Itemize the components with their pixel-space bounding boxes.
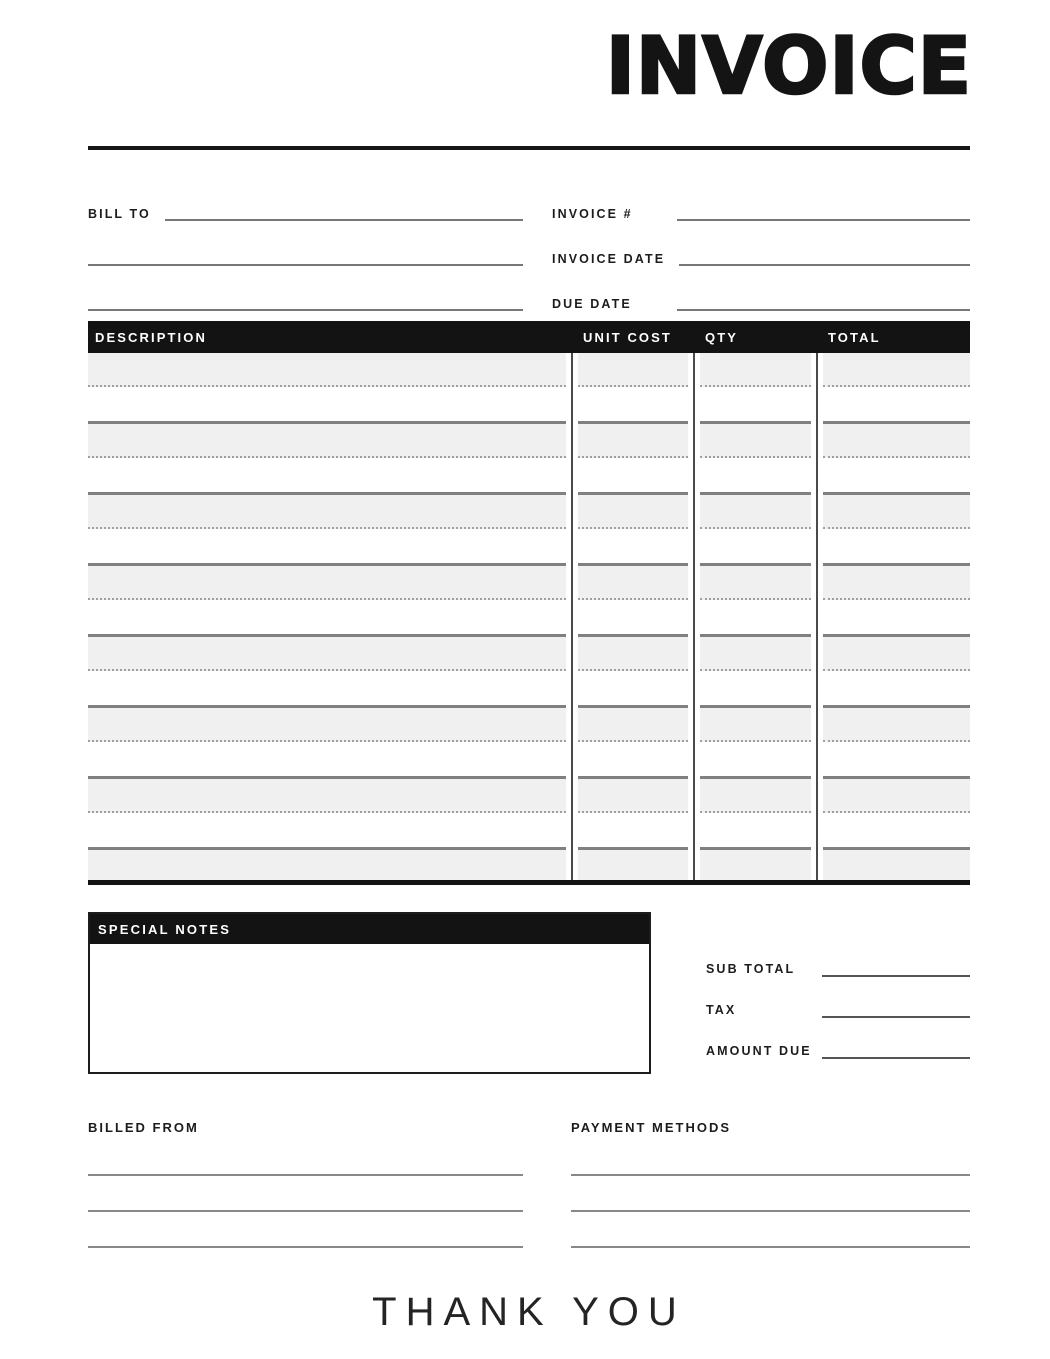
amount-due-label: AMOUNT DUE	[706, 1044, 812, 1058]
cell-unit-cost[interactable]	[578, 424, 688, 458]
masthead	[88, 0, 970, 150]
table-row	[88, 671, 970, 708]
cell-qty[interactable]	[700, 495, 811, 529]
bill-to-label: BILL TO	[88, 207, 151, 221]
cell-description[interactable]	[88, 600, 566, 637]
cell-qty[interactable]	[700, 671, 811, 708]
table-row	[88, 566, 970, 600]
sub-total-label: SUB TOTAL	[706, 962, 796, 976]
cell-description[interactable]	[88, 637, 566, 671]
bill-to-field-line-2[interactable]	[88, 264, 523, 266]
invoice-meta-block	[552, 176, 970, 311]
page-title: INVOICE	[605, 22, 972, 112]
billed-from-field-line-3[interactable]	[88, 1212, 523, 1248]
cell-qty[interactable]	[700, 779, 811, 813]
cell-unit-cost[interactable]	[578, 600, 688, 637]
cell-total[interactable]	[823, 850, 970, 880]
table-row	[88, 813, 970, 850]
invoice-date-field[interactable]	[679, 264, 970, 266]
special-notes-field[interactable]	[90, 944, 649, 1071]
cell-total[interactable]	[823, 671, 970, 708]
billed-from-label: BILLED FROM	[88, 1120, 199, 1135]
cell-qty[interactable]	[700, 708, 811, 742]
billed-from-block	[88, 1120, 523, 1248]
items-table-header	[88, 321, 970, 353]
totals-block	[706, 912, 970, 1074]
cell-description[interactable]	[88, 495, 566, 529]
amount-due-field[interactable]	[822, 1057, 970, 1059]
payment-methods-field-line-1[interactable]	[571, 1135, 970, 1176]
table-row	[88, 353, 970, 387]
cell-total[interactable]	[823, 495, 970, 529]
table-row	[88, 387, 970, 424]
items-table	[88, 321, 970, 885]
cell-unit-cost[interactable]	[578, 495, 688, 529]
table-row	[88, 458, 970, 495]
notes-and-totals	[88, 912, 970, 1074]
cell-unit-cost[interactable]	[578, 529, 688, 566]
due-date-label: DUE DATE	[552, 297, 632, 311]
table-row	[88, 495, 970, 529]
column-header-description: DESCRIPTION	[95, 329, 207, 345]
header-fields	[88, 176, 970, 311]
cell-total[interactable]	[823, 387, 970, 424]
cell-qty[interactable]	[700, 600, 811, 637]
column-header-qty: QTY	[705, 329, 739, 345]
invoice-date-label: INVOICE DATE	[552, 252, 666, 266]
cell-total[interactable]	[823, 529, 970, 566]
billing-footer	[88, 1120, 970, 1248]
cell-description[interactable]	[88, 424, 566, 458]
bill-to-block	[88, 176, 523, 311]
table-row	[88, 424, 970, 458]
table-row	[88, 742, 970, 779]
table-row	[88, 779, 970, 813]
sub-total-field[interactable]	[822, 975, 970, 977]
items-table-body	[88, 353, 970, 880]
thank-you-message: THANK YOU	[372, 1290, 686, 1334]
cell-description[interactable]	[88, 671, 566, 708]
table-row	[88, 529, 970, 566]
cell-unit-cost[interactable]	[578, 458, 688, 495]
cell-total[interactable]	[823, 353, 970, 387]
bill-to-field-line-3[interactable]	[88, 309, 523, 311]
cell-qty[interactable]	[700, 424, 811, 458]
cell-description[interactable]	[88, 708, 566, 742]
cell-unit-cost[interactable]	[578, 708, 688, 742]
table-row	[88, 637, 970, 671]
cell-total[interactable]	[823, 458, 970, 495]
cell-total[interactable]	[823, 637, 970, 671]
cell-total[interactable]	[823, 813, 970, 850]
invoice-page	[88, 0, 970, 1359]
payment-methods-field-line-2[interactable]	[571, 1176, 970, 1212]
cell-description[interactable]	[88, 529, 566, 566]
special-notes-box	[88, 912, 651, 1074]
cell-total[interactable]	[823, 742, 970, 779]
cell-description[interactable]	[88, 813, 566, 850]
cell-unit-cost[interactable]	[578, 813, 688, 850]
cell-qty[interactable]	[700, 637, 811, 671]
cell-qty[interactable]	[700, 353, 811, 387]
cell-description[interactable]	[88, 850, 566, 880]
payment-methods-field-line-3[interactable]	[571, 1212, 970, 1248]
cell-unit-cost[interactable]	[578, 387, 688, 424]
cell-total[interactable]	[823, 600, 970, 637]
invoice-number-field[interactable]	[677, 219, 970, 221]
cell-unit-cost[interactable]	[578, 671, 688, 708]
payment-methods-block	[571, 1120, 970, 1248]
cell-qty[interactable]	[700, 850, 811, 880]
cell-unit-cost[interactable]	[578, 779, 688, 813]
cell-description[interactable]	[88, 458, 566, 495]
cell-total[interactable]	[823, 779, 970, 813]
cell-qty[interactable]	[700, 566, 811, 600]
cell-description[interactable]	[88, 566, 566, 600]
special-notes-label: SPECIAL NOTES	[90, 914, 649, 944]
cell-description[interactable]	[88, 387, 566, 424]
invoice-number-label: INVOICE #	[552, 207, 633, 221]
cell-unit-cost[interactable]	[578, 353, 688, 387]
cell-description[interactable]	[88, 742, 566, 779]
cell-total[interactable]	[823, 566, 970, 600]
cell-qty[interactable]	[700, 458, 811, 495]
table-row	[88, 850, 970, 880]
cell-description[interactable]	[88, 779, 566, 813]
cell-qty[interactable]	[700, 742, 811, 779]
cell-unit-cost[interactable]	[578, 742, 688, 779]
cell-unit-cost[interactable]	[578, 850, 688, 880]
cell-description[interactable]	[88, 353, 566, 387]
bill-to-field-line-1[interactable]	[165, 219, 523, 221]
table-row	[88, 708, 970, 742]
table-row	[88, 600, 970, 637]
cell-total[interactable]	[823, 424, 970, 458]
column-header-total: TOTAL	[828, 329, 881, 345]
cell-qty[interactable]	[700, 529, 811, 566]
cell-unit-cost[interactable]	[578, 566, 688, 600]
cell-qty[interactable]	[700, 387, 811, 424]
cell-unit-cost[interactable]	[578, 637, 688, 671]
billed-from-field-line-2[interactable]	[88, 1176, 523, 1212]
billed-from-field-line-1[interactable]	[88, 1135, 523, 1176]
cell-qty[interactable]	[700, 813, 811, 850]
tax-label: TAX	[706, 1003, 737, 1017]
column-header-unit-cost: UNIT COST	[583, 329, 672, 345]
payment-methods-label: PAYMENT METHODS	[571, 1120, 732, 1135]
cell-total[interactable]	[823, 708, 970, 742]
tax-field[interactable]	[822, 1016, 970, 1018]
due-date-field[interactable]	[677, 309, 970, 311]
